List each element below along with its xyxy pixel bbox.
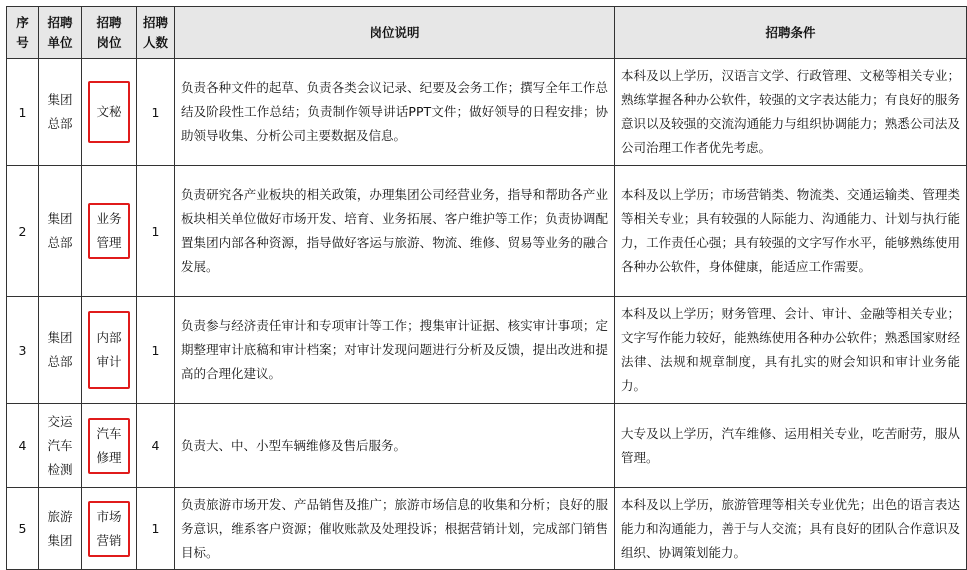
row-requirements: 本科及以上学历，汉语言文学、行政管理、文秘等相关专业；熟练掌握各种办公软件，较强的文字表达能力；有良好的服务意识以及较强的交流沟通能力与组织协调能力；熟悉公司法及公司治理工作者优先考虑。 [615,59,967,166]
header-description: 岗位说明 [175,7,615,59]
recruitment-table-wrapper [6,6,967,570]
row-unit: 集团 总部 [39,59,82,166]
row-no: 1 [7,59,39,166]
highlight-box: 内部 审计 [88,311,129,389]
row-no: 2 [7,166,39,297]
table-row [7,404,967,488]
row-position [82,488,137,570]
table-row [7,59,967,166]
row-unit: 集团 总部 [39,166,82,297]
table-row [7,297,967,404]
highlight-box: 业务 管理 [88,203,129,259]
row-no: 5 [7,488,39,570]
row-position [82,404,137,488]
row-count: 4 [137,404,175,488]
row-position [82,166,137,297]
row-unit: 交运 汽车 检测 [39,404,82,488]
table-row [7,166,967,297]
highlight-box: 汽车 修理 [88,418,129,474]
row-position [82,59,137,166]
row-requirements: 本科及以上学历，旅游管理等相关专业优先；出色的语言表达能力和沟通能力，善于与人交流；具有良好的团队合作意识及组织、协调策划能力。 [615,488,967,570]
row-description: 负责各种文件的起草、负责各类会议记录、纪要及会务工作；撰写全年工作总结及阶段性工作总结；负责制作领导讲话PPT文件；做好领导的日程安排；协助领导收集、分析公司主要数据及信息。 [175,59,615,166]
header-row [7,7,967,59]
row-count: 1 [137,166,175,297]
row-description: 负责研究各产业板块的相关政策，办理集团公司经营业务，指导和帮助各产业板块相关单位做好市场开发、培育、业务拓展、客户维护等工作；负责协调配置集团内部各种资源，指导做好客运与旅游、物流、维修、贸易等业务的融合发展。 [175,166,615,297]
recruitment-table [6,6,967,570]
table-row [7,488,967,570]
highlight-box: 市场 营销 [88,501,129,557]
header-no: 序 号 [7,7,39,59]
row-unit: 集团 总部 [39,297,82,404]
row-no: 4 [7,404,39,488]
row-description: 负责旅游市场开发、产品销售及推广；旅游市场信息的收集和分析；良好的服务意识，维系客户资源；催收账款及处理投诉；根据营销计划，完成部门销售目标。 [175,488,615,570]
row-unit: 旅游 集团 [39,488,82,570]
row-requirements: 本科及以上学历；财务管理、会计、审计、金融等相关专业；文字写作能力较好，能熟练使用各种办公软件；熟悉国家财经法律、法规和规章制度，具有扎实的财会知识和审计业务能力。 [615,297,967,404]
header-position: 招聘 岗位 [82,7,137,59]
row-position [82,297,137,404]
row-no: 3 [7,297,39,404]
row-description: 负责参与经济责任审计和专项审计等工作；搜集审计证据、核实审计事项；定期整理审计底稿和审计档案；对审计发现问题进行分析及反馈，提出改进和提高的合理化建议。 [175,297,615,404]
row-requirements: 大专及以上学历，汽车维修、运用相关专业，吃苦耐劳，服从管理。 [615,404,967,488]
row-requirements: 本科及以上学历；市场营销类、物流类、交通运输类、管理类等相关专业；具有较强的人际能力、沟通能力、计划与执行能力，工作责任心强；具有较强的文字写作水平，能够熟练使用各种办公软件，身体健康，能适应工作需要。 [615,166,967,297]
header-count: 招聘 人数 [137,7,175,59]
row-count: 1 [137,59,175,166]
header-requirements: 招聘条件 [615,7,967,59]
row-count: 1 [137,297,175,404]
row-count: 1 [137,488,175,570]
header-unit: 招聘 单位 [39,7,82,59]
row-description: 负责大、中、小型车辆维修及售后服务。 [175,404,615,488]
highlight-box: 文秘 [88,81,129,143]
